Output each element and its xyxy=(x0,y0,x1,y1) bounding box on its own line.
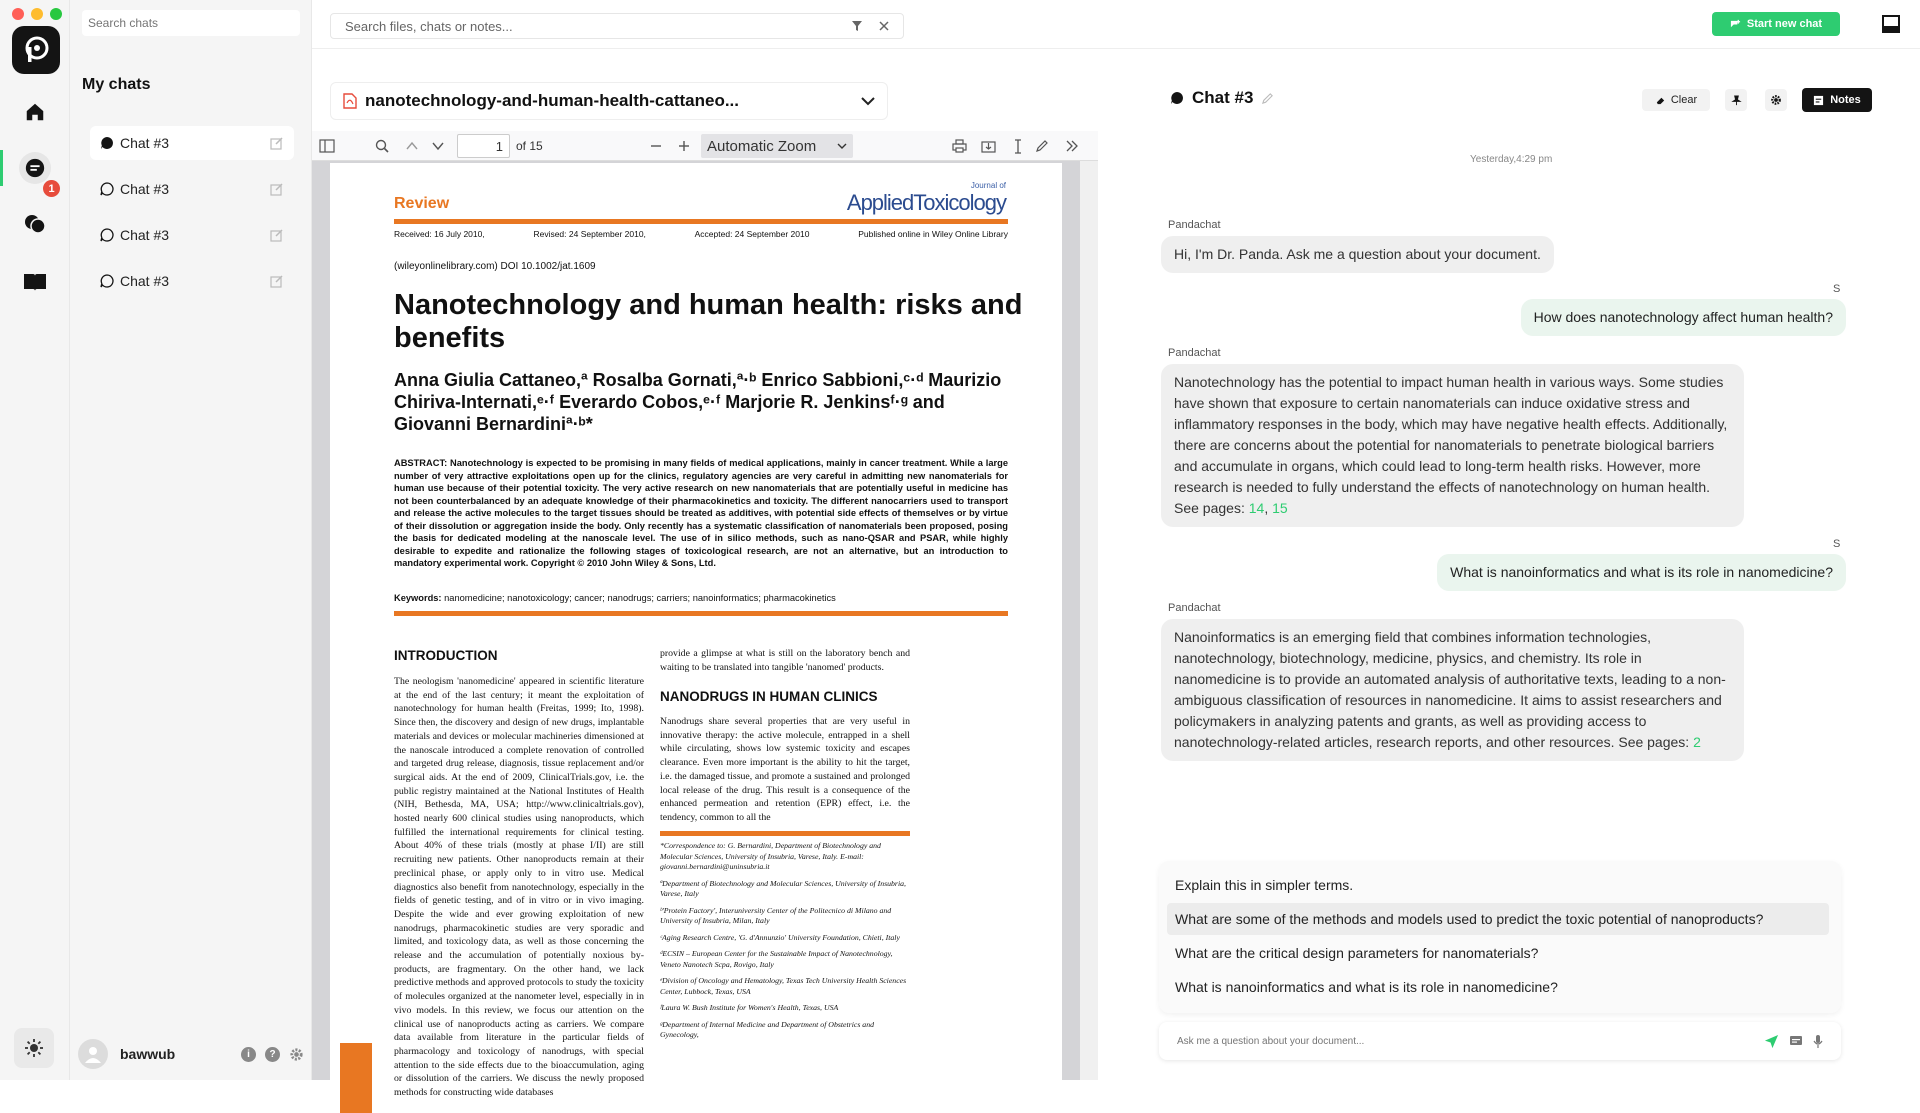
suggestion-item[interactable]: What are the critical design parameters for nanomaterials? xyxy=(1175,945,1539,961)
message-text: Nanoinformatics is an emerging field that combines information technologies, nanotechnology, biotechnology, medicine, physics, and chemistry. Its role in nanomedicine is to provide an automated analysis of authoritative texts, leading to a non-ambiguous classification of resources in nanomedicine. It aims to assist researchers and policymakers in analyzing patents and grants, as well as providing access to nanotechnology-related articles, research reports, and other resources. See pages: xyxy=(1174,629,1726,750)
assistant-message xyxy=(1161,619,1744,761)
intro-text: The neologism 'nanomedicine' appeared in scientific literature at the end of the last century; it meant the exploitation of nanotechnology for human health (Freitas, 1999; Ito, 1998). Since then, the discovery and design of new drugs, implantable materials and devices or molecular machineries dimensioned at the nanoscale introduced a complete renovation of controlled and targeted drug release, diagnosis, tissue replacement and/or surgical aids. At the end of 2009, ClinicalTrials.gov, i.e. the public registry maintained at the National Institutes of Health (NIH, Bethesda, MA, USA; http://www.clinicaltrials.gov), hosted nearly 600 clinical studies using nanoproducts, which fulfilled the international requirements for clinical testing. About 40% of these trials (mostly at phase I/II) are still recruiting new patients. Other nanoproducts remain at their preclinical phase, or apply only to in vitro use. Medical diagnostics also benefit from nanotechnology, especially in the fields of genetic testing, and of in vitro or in vivo imaging. Despite the wide and ever growing exploitation of new nanodrugs, pharmacokinetic studies are very sporadic and limited, and toxicology data, as well as those concerning the release and the accumulation of potentially noxious by-products, are fragmentary. On the other hand, we lack predictive methods and approved protocols to study the toxicity of molecules organized at the nanometer level, especially in in vivo models. In this review, we focus our attention on the clinical use of nanoproducts acting as carriers. We compare data available from literature in the particular fields of pharmacology and toxicology of nanodrugs, with special attention to the side effects due to the bioaccumulation, aging or dissolution of the carriers. We discuss the newly proposed methods for constructing wide databases xyxy=(394,676,644,1099)
notes-label: Notes xyxy=(1830,94,1861,106)
pdf-page xyxy=(330,163,1062,1103)
double-chevron-right-icon[interactable] xyxy=(1064,138,1080,154)
zoom-value: Automatic Zoom xyxy=(707,137,817,155)
chat-bubble-filled-icon xyxy=(100,136,114,150)
chat-icon[interactable] xyxy=(19,152,51,184)
page-marker xyxy=(340,1043,372,1113)
print-icon[interactable] xyxy=(951,138,967,154)
app-rail xyxy=(0,0,70,1080)
suggested-questions xyxy=(1159,861,1841,1013)
paper-title: Nanotechnology and human health: risks and benefits xyxy=(394,289,1023,354)
message-sender: Pandachat xyxy=(1168,219,1221,231)
page-link[interactable]: 2 xyxy=(1693,734,1701,750)
message-sender: Pandachat xyxy=(1168,602,1221,614)
info-icon[interactable]: i xyxy=(241,1047,256,1062)
notes-icon xyxy=(1813,95,1824,106)
user-profile-row xyxy=(78,1038,304,1070)
edit-icon[interactable] xyxy=(270,182,284,196)
orange-rule xyxy=(394,219,1008,224)
page-number-input[interactable]: 1 xyxy=(457,134,510,158)
zoom-select[interactable] xyxy=(701,134,853,158)
keywords-label: Keywords: xyxy=(394,593,442,603)
chat-search-input[interactable] xyxy=(82,10,300,36)
chat-bubble-filled-icon xyxy=(1170,91,1184,105)
text-cursor-icon[interactable] xyxy=(1010,138,1026,154)
page-total: of 15 xyxy=(516,139,543,153)
settings-icon[interactable] xyxy=(1765,89,1787,111)
orange-rule xyxy=(660,831,910,836)
search-icon[interactable] xyxy=(374,138,390,154)
suggestion-item[interactable]: Explain this in simpler terms. xyxy=(1175,877,1354,893)
footnote: ᵉDivision of Oncology and Hematology, Texas Tech University Health Sciences Center, Lubbock, Texas, USA xyxy=(660,976,907,996)
assistant-message: Nanotechnology has the potential to impact human health in various ways. Some studies have shown that exposure to certain nanomaterials can induce oxidative stress and inflammatory responses in the body, which may have negative health effects. Additionally, there are concerns about the potential for nanomaterials to penetrate biological barriers and accumulate in organs, which could lead to long-term health risks. However, more research is needed to fully understand the effects of nanotechnology on human health. See pages: 14, 15 xyxy=(1161,364,1744,527)
home-icon[interactable] xyxy=(19,96,51,128)
maximize-window-button[interactable] xyxy=(50,8,62,20)
start-new-chat-button[interactable] xyxy=(1712,12,1840,36)
inbox-icon[interactable] xyxy=(1881,14,1901,34)
orange-rule xyxy=(394,611,1008,616)
chat-item-label: Chat #3 xyxy=(120,181,170,197)
username: bawwub xyxy=(120,1046,176,1062)
microphone-icon[interactable] xyxy=(1813,1034,1823,1049)
chat-header xyxy=(1170,88,1274,108)
global-search-input[interactable] xyxy=(330,13,904,39)
global-search-placeholder: Search files, chats or notes... xyxy=(345,18,513,34)
close-window-button[interactable] xyxy=(12,8,24,20)
chat-list-item[interactable] xyxy=(90,264,294,298)
draw-icon[interactable] xyxy=(1034,138,1050,154)
journal-logo-small: Journal of xyxy=(970,181,1006,190)
footnote: ªDepartment of Biotechnology and Molecular Sciences, University of Insubria, Varese, Italy xyxy=(660,878,906,898)
pdf-scrollbar[interactable] xyxy=(1080,161,1098,1080)
chat-input-bar xyxy=(1159,1022,1841,1060)
footnote: ᶠLaura W. Bush Institute for Women's Health, Texas, USA xyxy=(660,1003,839,1012)
suggestion-item[interactable]: What is nanoinformatics and what is its role in nanomedicine? xyxy=(1175,979,1558,995)
pdf-viewport[interactable] xyxy=(312,161,1098,1099)
chat-bubble-icon xyxy=(100,228,114,242)
user-message: How does nanotechnology affect human health? xyxy=(1521,299,1846,336)
chat-list-item[interactable] xyxy=(90,218,294,252)
chat-bubble-icon xyxy=(100,182,114,196)
sun-icon[interactable] xyxy=(14,1028,54,1068)
chats-icon[interactable] xyxy=(19,208,51,240)
app-logo[interactable] xyxy=(12,26,60,74)
previous-page-icon[interactable] xyxy=(404,138,420,154)
notes-button[interactable] xyxy=(1802,88,1872,112)
accepted-date: Accepted: 24 September 2010 xyxy=(694,229,810,239)
edit-icon[interactable] xyxy=(270,228,284,242)
user-message: What is nanoinformatics and what is its role in nanomedicine? xyxy=(1437,554,1846,591)
nanodrugs-text: Nanodrugs share several properties that are very useful in innovative therapy: the active molecule, entrapped in a shell while circulating, shows low systemic toxicity and escapes clearance. Even more important is the ability to hit the target, i.e. the damaged tissue, and promote a sustained and prolonged local release of the drug. This result is a consequence of the enhanced permeation and retention (EPR) effect, i.e. the tendency, common to all the xyxy=(660,716,910,823)
edit-icon[interactable] xyxy=(270,136,284,150)
eraser-icon xyxy=(1655,95,1666,106)
received-date: Received: 16 July 2010, xyxy=(394,229,485,239)
doi: (wileyonlinelibrary.com) DOI 10.1002/jat.1609 xyxy=(394,261,596,272)
message-timestamp: Yesterday,4:29 pm xyxy=(1470,154,1553,165)
document-selector[interactable] xyxy=(330,82,888,120)
avatar[interactable] xyxy=(78,1039,108,1069)
chevron-down-icon xyxy=(837,142,847,150)
zoom-out-icon[interactable] xyxy=(648,138,664,154)
message-sender: S xyxy=(1833,538,1841,550)
chat-list-item[interactable] xyxy=(90,126,294,160)
footnote: ᵈECSIN – European Center for the Sustainable Impact of Nanotechnology, Veneto Nanotech Scpa, Rovigo, Italy xyxy=(660,949,893,969)
notification-badge: 1 xyxy=(43,180,60,197)
active-indicator xyxy=(0,150,3,186)
start-new-chat-label: Start new chat xyxy=(1746,18,1823,30)
top-bar xyxy=(312,0,1920,49)
nanodrugs-heading: NANODRUGS IN HUMAN CLINICS xyxy=(660,689,878,704)
message-sender: Pandachat xyxy=(1168,347,1221,359)
section-tag: Review xyxy=(394,195,450,212)
article-dates xyxy=(394,229,1008,239)
pdf-toolbar xyxy=(312,131,1098,161)
gear-icon[interactable] xyxy=(289,1047,304,1062)
sidebar-toggle-icon[interactable] xyxy=(319,138,335,154)
abstract: ABSTRACT: Nanotechnology is expected to be promising in many fields of medical applications, mainly in cancer treatment. While a large number of very attractive exploitations open up for the clinics, regulatory agencies are very careful in admitting new nanomaterials for human use because of their potential toxicity. The very active research on new nanomaterials that are potentially useful in medicine has not been counterbalanced by an adequate knowledge of their pharmacokinetics and toxicity. The different nanocarriers used to transport and release the active molecules to the target tissues should be treated as additives, with potential side effects of themselves or by virtue of their dissolution or aggregation inside the body. Only recently has a systematic classification of nanomaterials been proposed, posing the basis for dedicated modeling at the nanoscale level. The use of in silico methods, such as nano-QSAR and PSAR, while highly desirable to expedite and rationalize the following stages of toxicological research, are not an alternative, but an introduction to mandatory experimental work. Copyright © 2010 John Wiley & Sons, Ltd. xyxy=(394,458,1008,568)
page-link[interactable]: 14 xyxy=(1248,500,1265,516)
pencil-icon[interactable] xyxy=(1261,92,1274,105)
new-chat-icon xyxy=(1730,19,1741,30)
journal-logo-name: AppliedToxicology xyxy=(846,190,1006,215)
chat-item-label: Chat #3 xyxy=(120,135,170,151)
assistant-message: Hi, I'm Dr. Panda. Ask me a question about your document. xyxy=(1161,236,1554,273)
pdf-file-icon xyxy=(343,93,357,109)
footnote: ᵇ'Protein Factory', Interuniversity Center of the Politecnico di Milano and University of Insubria, Milan, Italy xyxy=(660,905,892,925)
book-icon[interactable] xyxy=(19,266,51,298)
keywords-list: nanomedicine; nanotoxicology; cancer; nanodrugs; carriers; nanoinformatics; pharmacokinetics xyxy=(444,593,836,603)
chat-template-icon[interactable] xyxy=(1789,1035,1803,1048)
published-note: Published online in Wiley Online Library xyxy=(858,229,1008,239)
filter-icon[interactable] xyxy=(851,20,863,32)
chat-item-label: Chat #3 xyxy=(120,273,170,289)
message-text: Nanotechnology has the potential to impact human health in various ways. Some studies have shown that exposure to certain nanomaterials can induce oxidative stress and inflammatory responses in the body, which may have negative health effects. Additionally, there are concerns about the potential for nanomaterials to penetrate biological barriers and accumulate in organs, which could lead to long-term health risks. However, more research is needed to fully understand the effects of nanotechnology on human health. See pages: xyxy=(1174,374,1728,516)
chats-sidebar xyxy=(70,0,312,1080)
chat-bubble-icon xyxy=(100,274,114,288)
page-link[interactable]: 15 xyxy=(1272,500,1288,516)
user-icon xyxy=(83,1044,103,1064)
edit-icon[interactable] xyxy=(270,274,284,288)
window-controls xyxy=(12,8,62,20)
chevron-down-icon xyxy=(861,96,875,106)
intro-heading: INTRODUCTION xyxy=(394,648,498,663)
journal-logo xyxy=(847,181,1006,216)
suggestion-item[interactable]: What are some of the methods and models used to predict the toxic potential of nanoproducts? xyxy=(1167,903,1829,935)
clear-button[interactable] xyxy=(1642,89,1710,111)
panda-logo-icon xyxy=(21,35,51,65)
help-icon[interactable]: ? xyxy=(265,1047,280,1062)
zoom-in-icon[interactable] xyxy=(676,138,692,154)
minimize-window-button[interactable] xyxy=(31,8,43,20)
next-page-icon[interactable] xyxy=(430,138,446,154)
footnote: *Correspondence to: G. Bernardini, Department of Biotechnology and Molecular Sciences, University of Insubria, Varese, Italy. E-mail: giovanni.bernardini@uninsubria.it xyxy=(660,841,881,871)
download-icon[interactable] xyxy=(980,138,996,154)
pin-icon[interactable] xyxy=(1725,89,1747,111)
send-icon[interactable] xyxy=(1764,1034,1779,1049)
chat-item-label: Chat #3 xyxy=(120,227,170,243)
footnote: ᵍDepartment of Internal Medicine and Department of Obstetrics and Gynecology, xyxy=(660,1019,875,1039)
close-icon[interactable] xyxy=(879,21,889,31)
footnote: ᶜAging Research Centre, 'G. d'Annunzio' University Foundation, Chieti, Italy xyxy=(660,932,900,942)
chat-title: Chat #3 xyxy=(1192,88,1254,107)
paper-authors: Anna Giulia Cattaneo,ª Rosalba Gornati,ª·ᵇ Enrico Sabbioni,ᶜ·ᵈ Maurizio Chiriva-Internati,ᵉ·ᶠ Everardo Cobos,ᵉ·ᶠ Marjorie R. Jenkinsᶠ·ᵍ and Giovanni Bernardiniª·ᵇ* xyxy=(394,370,1002,434)
keywords xyxy=(394,593,1008,603)
revised-date: Revised: 24 September 2010, xyxy=(533,229,646,239)
right-column-intro: provide a glimpse at what is still on the laboratory bench and waiting to be translated into tangible 'nanomed' products. xyxy=(660,648,910,673)
document-name: nanotechnology-and-human-health-cattaneo... xyxy=(365,91,740,110)
sidebar-title: My chats xyxy=(82,76,151,93)
chat-input[interactable] xyxy=(1177,1036,1764,1047)
message-sender: S xyxy=(1833,283,1841,295)
footnotes xyxy=(660,841,910,1041)
clear-label: Clear xyxy=(1670,94,1698,106)
chat-list-item[interactable] xyxy=(90,172,294,206)
